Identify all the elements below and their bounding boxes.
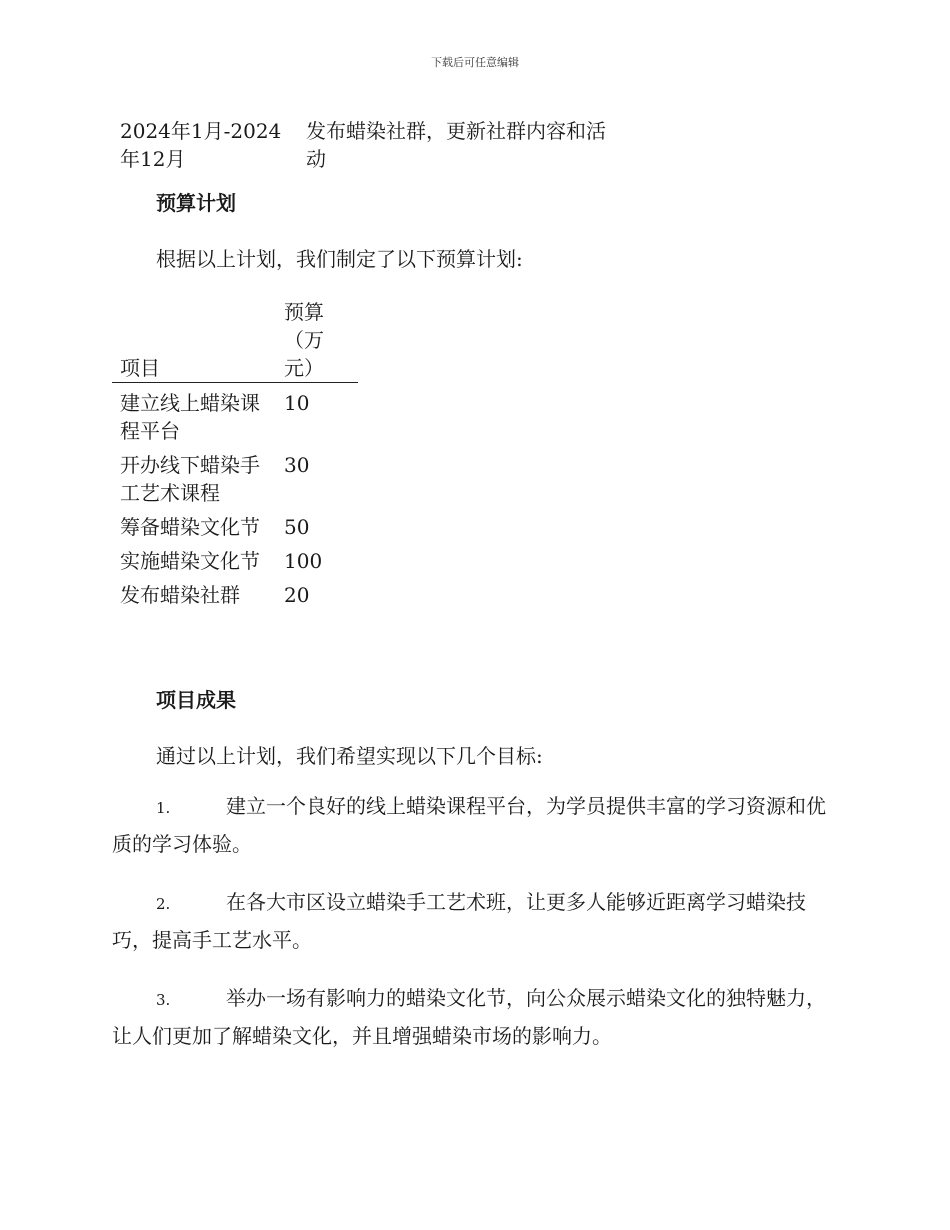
budget-heading: 预算计划 <box>156 191 236 215</box>
budget-table <box>112 298 358 609</box>
goal-text: 在各大市区设立蜡染手工艺术班，让更多人能够近距离学习蜡染技巧，提高手工艺水平。 <box>112 890 806 952</box>
budget-col-item: 项目 <box>112 298 276 383</box>
budget-value: 10 <box>284 391 310 415</box>
budget-item: 建立线上蜡染课程平台 <box>120 391 260 443</box>
table-row <box>112 575 358 609</box>
table-row <box>112 507 358 541</box>
timeline-event: 发布蜡染社群，更新社群内容和活动 <box>306 119 606 171</box>
timeline-row <box>120 117 680 173</box>
table-row <box>112 383 358 446</box>
budget-item: 开办线下蜡染手工艺术课程 <box>120 453 260 505</box>
goal-text: 举办一场有影响力的蜡染文化节，向公众展示蜡染文化的独特魅力，让人们更加了解蜡染文化，并且增强蜡染市场的影响力。 <box>112 986 826 1048</box>
goal-text: 建立一个良好的线上蜡染课程平台，为学员提供丰富的学习资源和优质的学习体验。 <box>112 794 826 856</box>
budget-value: 100 <box>284 549 323 573</box>
budget-value: 50 <box>284 515 310 539</box>
budget-value: 20 <box>284 583 310 607</box>
goal-item <box>112 788 836 862</box>
page-header: 下载后可任意编辑 <box>431 56 519 69</box>
budget-header-row <box>112 298 358 383</box>
timeline-table <box>120 117 680 173</box>
budget-value: 30 <box>284 453 310 477</box>
results-intro: 通过以上计划，我们希望实现以下几个目标: <box>156 744 543 768</box>
budget-item: 发布蜡染社群 <box>120 583 240 607</box>
budget-col-value: 预算（万元） <box>276 298 358 383</box>
goal-item <box>112 980 836 1054</box>
goal-number: 3. <box>156 991 171 1009</box>
table-row <box>112 445 358 507</box>
results-heading: 项目成果 <box>156 688 236 712</box>
goal-item <box>112 884 836 958</box>
timeline-period: 2024年1月-2024年12月 <box>120 119 282 171</box>
table-row <box>112 541 358 575</box>
goal-number: 2. <box>156 895 171 913</box>
budget-intro: 根据以上计划，我们制定了以下预算计划: <box>156 247 523 271</box>
goal-number: 1. <box>156 799 171 817</box>
budget-item: 实施蜡染文化节 <box>120 549 260 573</box>
budget-item: 筹备蜡染文化节 <box>120 515 260 539</box>
